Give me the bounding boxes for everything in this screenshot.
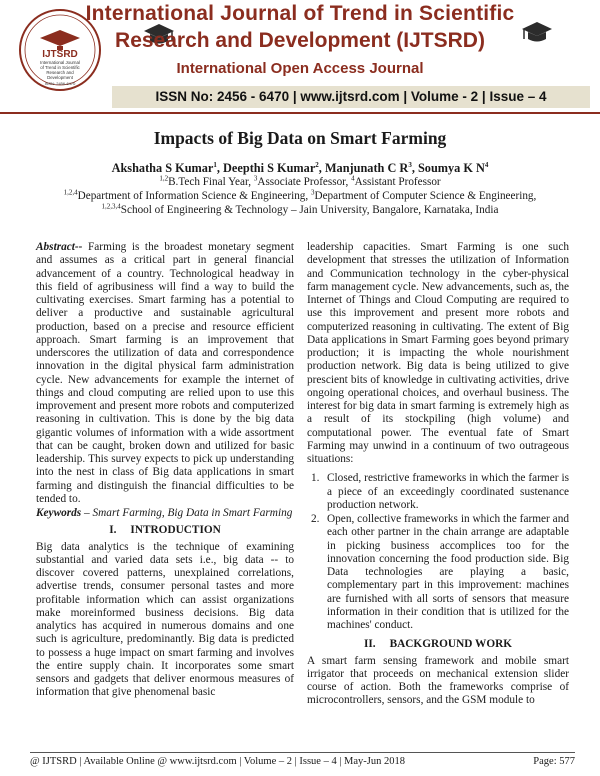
abstract-text: Farming is the broadest monetary segment and assumes as a critical part in general financial advancement of a country. Technological headway in this field of agribusiness will find a way to build the cultivating exercises. Smart farming has a potential to deliver a productive and sustainable agricultural production, based on a precise and resource efficient approach. Smart farming is an improvement that underscores the utilization of data and correspondence innovation in the digital physical farm administration cycle. New advancements for example the internet of things and cloud computing are relied upon to use this improvement and present more robots and computerized reasoning in cultivation. This is done by the big data gigantic volumes of information with a wide assortment that can be caught, broken down and utilized for basic leadership. This survey expects to pick up understanding into the nest in class of Big data applications in smart farming and distinguish the financial difficulties to be tended to. <box>36 241 294 505</box>
right-column <box>307 241 569 708</box>
journal-title-line1: International Journal of Trend in Scientific <box>85 2 515 25</box>
list-text: Closed, restrictive frameworks in which the farmer is a piece of an exceedingly coordinated sustenance production network. <box>327 472 569 511</box>
author-name: Akshatha S Kumar <box>111 161 214 175</box>
logo-line3: Research and <box>46 70 74 75</box>
introduction-text: Big data analytics is the technique of examining substantial and varied data sets i.e., big data -- to discover covered patterns, unexplained correlations, advertise trends, consumer personal tastes and more profitable information which can assist organizations make moreinformed business decisions. Big data analytics has acquired in numerous domains and one such is agriculture, predominantly. Big data is predicted to possess a huge impact on smart farming and involves the entire supply chain. It incorporates some smart sensors and gadgets that deliver enormous measures of information that give phenomenal basic <box>36 540 294 699</box>
list-number: 1. <box>311 472 320 485</box>
keywords-label: Keywords <box>36 507 82 519</box>
abstract <box>36 241 294 506</box>
section-number: I. <box>109 524 117 537</box>
author-sup: 3 <box>408 160 412 169</box>
affil-text: Department of Information Science & Engineering, <box>77 190 311 202</box>
list-item <box>307 472 569 512</box>
author-sup: 2 <box>315 160 319 169</box>
keywords-text: – Smart Farming, Big Data in Smart Farming <box>81 507 293 519</box>
section-heading-introduction <box>36 524 294 537</box>
affiliation-line <box>0 176 600 188</box>
logo-issn: ISSN: 2456-6470 <box>44 81 76 86</box>
journal-subtitle: International Open Access Journal <box>176 60 424 77</box>
issn-bar: ISSN No: 2456 - 6470 | www.ijtsrd.com | Volume - 2 | Issue – 4 <box>112 86 590 108</box>
logo-line2: of Trend in Scientific <box>40 65 80 70</box>
section-title: BACKGROUND WORK <box>389 638 513 651</box>
page-number: Page: 577 <box>533 756 575 767</box>
scenario-list <box>307 472 569 632</box>
list-text: Open, collective frameworks in which the farmer and each other partner in the chain arrange are adaptable in picking business accomplices too for the innovation concerning the food production side. Big Data technologies are playing a basic, complementary part in this improvement: machines are furnished with all sorts of sensors that measure information in their condition that is utilized for the machines' conduct. <box>327 513 569 631</box>
affil-sup: 4 <box>351 174 355 183</box>
author-sup: 1 <box>213 160 217 169</box>
author-name: , Deepthi S Kumar <box>216 161 316 175</box>
affiliation-line <box>0 204 600 216</box>
background-text: A smart farm sensing framework and mobile smart irrigator that proceeds on mechanical extension slider course of action. Both the frameworks comprise of microcontrollers, sensors, and the GSM module to <box>307 654 569 707</box>
affil-sup: 3 <box>310 188 315 197</box>
journal-title-line2: Research and Development (IJTSRD) <box>115 29 485 52</box>
section-number: II. <box>363 638 376 651</box>
logo-name: IJTSRD <box>42 49 78 60</box>
affil-text: Assistant Professor <box>354 176 441 188</box>
logo-line1: International Journal <box>40 60 80 65</box>
footer-divider <box>30 752 575 753</box>
keywords <box>36 507 294 520</box>
affil-text: Department of Computer Science & Engineering, <box>314 190 537 202</box>
author-name: , Manjunath C R <box>318 161 409 175</box>
journal-header <box>0 0 600 118</box>
affil-text: School of Engineering & Technology – Jain University, Bangalore, Karnataka, India <box>120 204 499 216</box>
author-name: , Soumya K N <box>411 161 485 175</box>
affil-sup: 3 <box>253 174 258 183</box>
author-sup: 4 <box>484 160 489 169</box>
logo-line4: Development <box>47 75 73 80</box>
left-column <box>36 241 294 700</box>
section-title: INTRODUCTION <box>130 524 221 537</box>
author-list <box>0 161 600 176</box>
affil-text: Associate Professor, <box>257 176 352 188</box>
affiliation-line <box>0 190 600 202</box>
header-divider <box>0 112 600 114</box>
affil-sup: 1,2 <box>159 174 169 183</box>
affil-sup: 1,2,4 <box>63 188 78 197</box>
affil-text: B.Tech Final Year, <box>168 176 254 188</box>
section-heading-background <box>307 638 569 651</box>
abstract-label: Abstract-- <box>36 241 83 253</box>
paper-title: Impacts of Big Data on Smart Farming <box>153 128 447 148</box>
body-paragraph: leadership capacities. Smart Farming is one such development that stresses the utilization of Information and Communication technology in the cyber-physical farm management cycle. New advancements, such as, the Internet of Things and Cloud Computing are required to use this improvement and present more robots and computerized reasoning in cultivating. The extent of Big Data applications in Smart Farming goes beyond primary production; it is impacting the whole nourishment production network. Big data is being utilized to give prescient bits of knowledge in cultivating activities, drive ongoing operational choices, and overhaul business. The interest for big data in smart farming is extremely high as a result of its stockpiling (high volume) and computational power. The eventual fate of Smart Farming may unwind in a continuum of two outrageous situations: <box>307 241 569 465</box>
affil-sup: 1,2,3,4 <box>101 202 121 211</box>
list-item <box>307 513 569 632</box>
list-number: 2. <box>311 513 320 525</box>
footer-citation: @ IJTSRD | Available Online @ www.ijtsrd.com | Volume – 2 | Issue – 4 | May-Jun 2018 <box>30 756 406 767</box>
